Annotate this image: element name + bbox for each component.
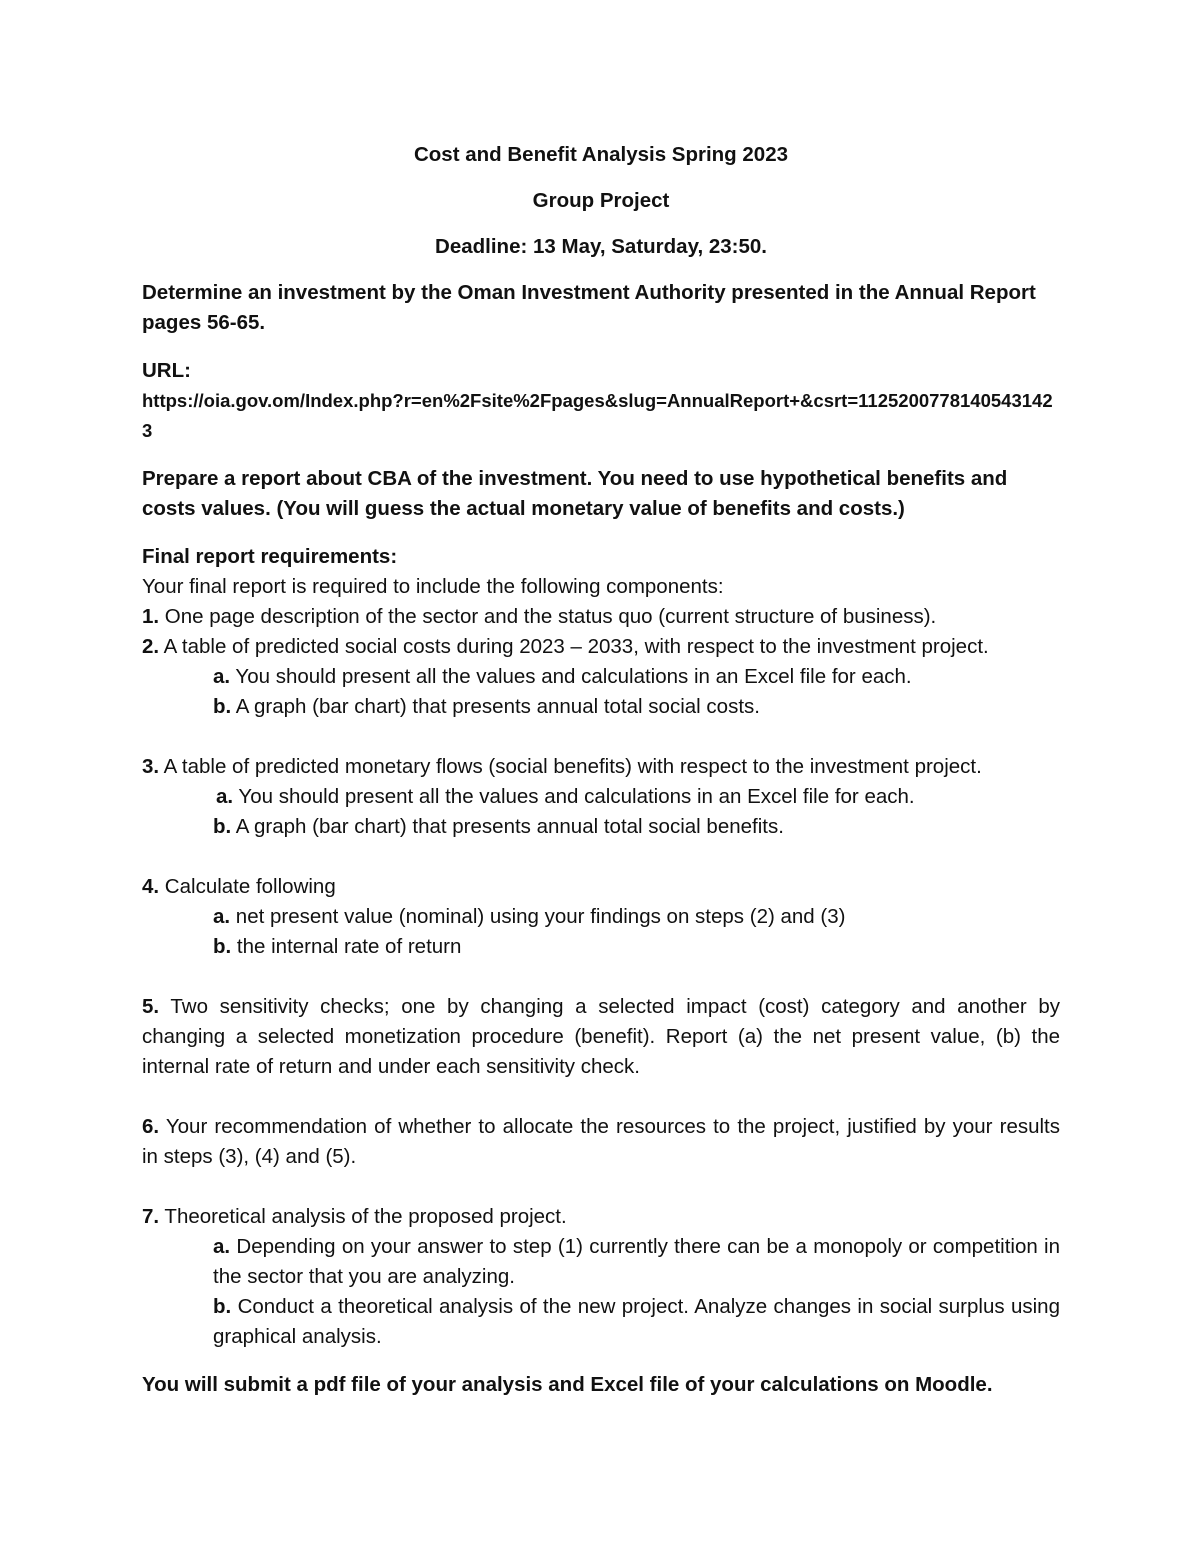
item-number: 6. — [142, 1115, 160, 1138]
item-number: 1. — [142, 605, 160, 628]
sub-item-text: Conduct a theoretical analysis of the new project. Analyze changes in social surplus using graphical analysis. — [213, 1295, 1060, 1348]
item-text: A table of predicted social costs during 2023 – 2033, with respect to the investment project. — [159, 635, 989, 658]
sub-item-text: Depending on your answer to step (1) currently there can be a monopoly or competition in the sector that you are analyzing. — [213, 1235, 1060, 1288]
requirement-item-1 — [142, 602, 1060, 632]
sub-item-letter: a. — [213, 1235, 231, 1258]
url-block — [142, 356, 1060, 446]
sub-item-letter: b. — [213, 1295, 232, 1318]
requirement-item-7 — [142, 1202, 1060, 1352]
item-number: 7. — [142, 1205, 160, 1228]
item-text: Calculate following — [159, 875, 336, 898]
requirements-lead: Your final report is required to include the following components: — [142, 575, 724, 598]
requirements-section — [142, 542, 1060, 1352]
requirement-item-2 — [142, 632, 1060, 722]
document-title: Cost and Benefit Analysis Spring 2023 — [413, 143, 789, 166]
item-text: Theoretical analysis of the proposed project. — [159, 1205, 567, 1228]
url-label: URL: — [142, 359, 191, 382]
sub-item-text: A graph (bar chart) that presents annual total social costs. — [231, 695, 760, 718]
closing-instruction: You will submit a pdf file of your analysis and Excel file of your calculations on Moodle. — [142, 1373, 993, 1396]
sub-item-letter: b. — [213, 935, 232, 958]
requirement-item-6 — [142, 1112, 1060, 1172]
url-link[interactable]: https://oia.gov.om/Index.php?r=en%2Fsite%2Fpages&slug=AnnualReport+&csrt=11252007781405431423 — [142, 390, 1053, 441]
item-number: 4. — [142, 875, 160, 898]
deadline-text: Deadline: 13 May, Saturday, 23:50. — [435, 235, 767, 258]
requirement-item-4 — [142, 872, 1060, 962]
sub-item-text: the internal rate of return — [231, 935, 462, 958]
item-text: Two sensitivity checks; one by changing a selected impact (cost) category and another by changing a selected monetization procedure (benefit). Report (a) the net present value, (b) the internal rate of return and under each sensitivity check. — [142, 995, 1060, 1078]
requirement-item-5 — [142, 992, 1060, 1082]
sub-item-letter: a. — [216, 785, 234, 808]
sub-item-text: A graph (bar chart) that presents annual total social benefits. — [231, 815, 784, 838]
sub-item-text: net present value (nominal) using your findings on steps (2) and (3) — [230, 905, 846, 928]
item-number: 2. — [142, 635, 160, 658]
sub-item-text: You should present all the values and calculations in an Excel file for each. — [233, 785, 915, 808]
item-number: 5. — [142, 995, 160, 1018]
item-text: A table of predicted monetary flows (social benefits) with respect to the investment project. — [159, 755, 982, 778]
document-subtitle: Group Project — [532, 189, 670, 212]
determine-paragraph: Determine an investment by the Oman Investment Authority presented in the Annual Report pages 56-65. — [142, 281, 1036, 334]
prepare-paragraph: Prepare a report about CBA of the investment. You need to use hypothetical benefits and costs values. (You will guess the actual monetary value of benefits and costs.) — [142, 467, 1008, 520]
sub-item-text: You should present all the values and calculations in an Excel file for each. — [230, 665, 912, 688]
item-text: One page description of the sector and the status quo (current structure of business). — [159, 605, 937, 628]
sub-item-letter: b. — [213, 815, 232, 838]
sub-item-letter: b. — [213, 695, 232, 718]
sub-item-letter: a. — [213, 905, 231, 928]
document-page — [142, 140, 1060, 1400]
requirement-item-3 — [142, 752, 1060, 842]
sub-item-letter: a. — [213, 665, 231, 688]
item-text: Your recommendation of whether to allocate the resources to the project, justified by your results in steps (3), (4) and (5). — [142, 1115, 1060, 1168]
requirements-heading: Final report requirements: — [142, 545, 398, 568]
item-number: 3. — [142, 755, 160, 778]
